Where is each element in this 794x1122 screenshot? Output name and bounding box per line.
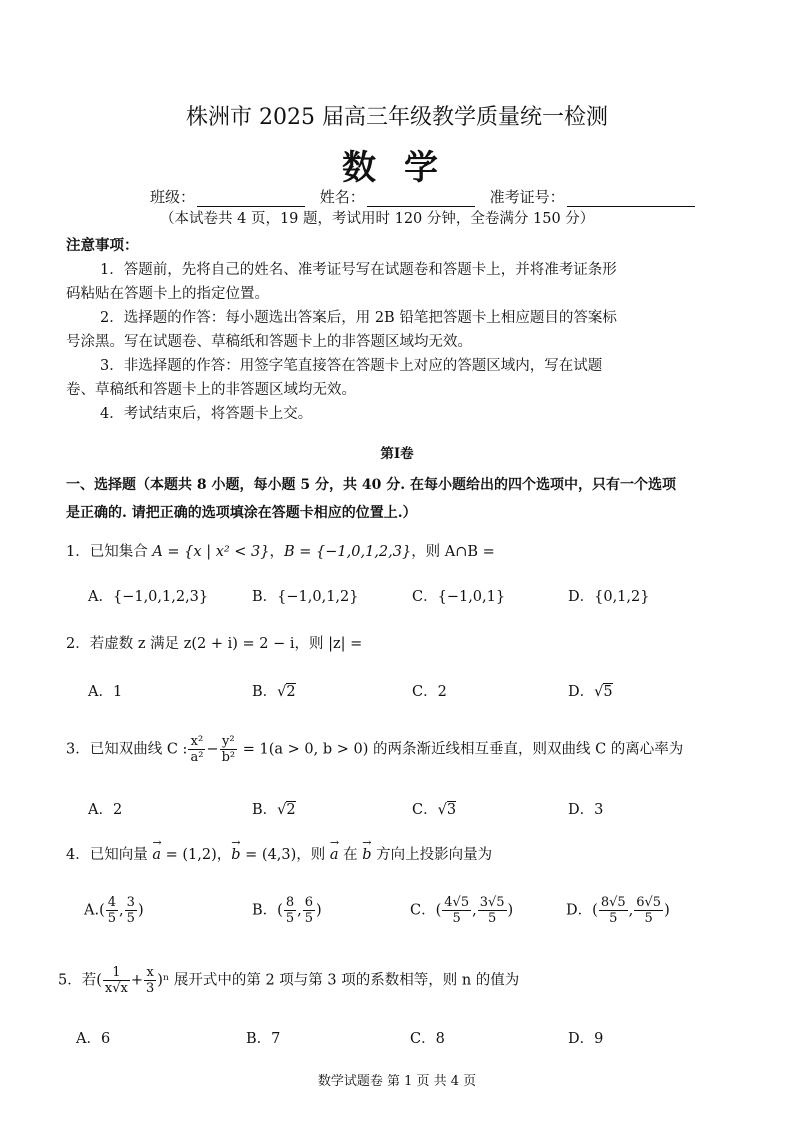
notice-item-2b: 号涂黑。写在试题卷、草稿纸和答题卡上的非答题区域均无效。 [66, 334, 472, 350]
exam-title: 株洲市 2025 届高三年级教学质量统一检测 [186, 105, 608, 130]
section-heading-1: 一、选择题（本题共 8 小题，每小题 5 分，共 40 分. 在每小题给出的四个选项中，只有一个选项 [66, 477, 676, 493]
q5-option-a: A．6 [76, 1031, 111, 1047]
q2-number: 2． [66, 636, 90, 652]
notice-item-3: 3．非选择题的作答：用签字笔直接答在答题卡上对应的答题区域内，写在试题 [100, 358, 603, 374]
name-label: 姓名： [319, 188, 365, 206]
q3-option-c: C．√3 [412, 802, 457, 818]
q3-text: 已知双曲线 C : [89, 741, 188, 758]
q5-option-c: C．8 [410, 1031, 445, 1047]
vector-b: → b [231, 847, 240, 863]
q5-option-d: D．9 [568, 1031, 604, 1047]
q1-set-a: A = {x | x² < 3} [152, 544, 270, 560]
name-blank[interactable] [367, 192, 475, 207]
q1-sep: ， [269, 544, 284, 560]
q5-option-b: B．7 [246, 1031, 281, 1047]
notice-heading: 注意事项： [66, 237, 139, 254]
question-5: 5．若( $\frac{1}{x√x}$ + $\frac{x}{3}$ )ⁿ 展开式中的第 2 项与第 3 项的系数相等，则 n 的值为 [58, 965, 520, 996]
notice-item-3b: 卷、草稿纸和答题卡上的非答题区域均无效。 [66, 382, 356, 398]
q1-text: 已知集合 [89, 544, 153, 560]
notice-item-2: 2．选择题的作答：每小题选出答案后，用 2B 铅笔把答题卡上相应题目的答案标 [100, 310, 617, 326]
q2-text: 若虚数 z 满足 z(2 + i) = 2 − i，则 |z| = [89, 636, 363, 652]
question-3: 3．已知双曲线 C : $\frac{\text{x²}}{\text{a²}}$ − $\frac{\text{y²}}{\text{b²}}$ = 1(a > 0, b > 0) 的两条渐近线相互垂直，则双曲线 C 的离心率为 [66, 734, 684, 765]
page-footer: 数学试题卷 第 1 页 共 4 页 [317, 1074, 477, 1089]
id-blank[interactable] [567, 192, 695, 207]
q2-option-a: A．1 [88, 684, 123, 700]
q1-set-b: B = {−1,0,1,2,3} [284, 544, 412, 560]
q3-number: 3． [66, 741, 90, 758]
q2-option-b: B．√2 [252, 684, 296, 700]
exam-info: （本试卷共 4 页，19 题，考试用时 120 分钟，全卷满分 150 分） [160, 211, 595, 227]
q4-option-d: D．( $\frac{8√5}{5}$ , $\frac{6√5}{5}$ ) [566, 895, 670, 926]
q3-text-b: = 1(a > 0, b > 0) 的两条渐近线相互垂直，则双曲线 C 的离心率为 [238, 741, 684, 758]
q1-number: 1． [66, 544, 90, 560]
q2-option-c: C．2 [412, 684, 447, 700]
question-4: 4．已知向量 → a = (1,2)，→ b = (4,3)，则 → a 在 → b 方向上投影向量为 [66, 843, 492, 864]
q3-frac-y: $\frac{\text{y²}}{\text{b²}}$ [221, 734, 236, 765]
q1-option-a: A．{−1,0,1,2,3} [88, 589, 209, 605]
q1-text-b: ，则 A∩B = [411, 544, 495, 560]
id-label: 准考证号： [489, 188, 565, 206]
q3-option-a: A．2 [88, 802, 123, 818]
class-blank[interactable] [197, 192, 305, 207]
notice-item-4: 4．考试结束后，将答题卡上交。 [100, 406, 313, 422]
section-heading-2: 是正确的. 请把正确的选项填涂在答题卡相应的位置上.） [66, 505, 417, 521]
q3-option-b: B．√2 [252, 802, 296, 818]
question-1 [66, 540, 495, 561]
question-2 [66, 632, 362, 653]
class-label: 班级： [150, 188, 196, 206]
q3-frac-x: $\frac{\text{x²}}{\text{a²}}$ [190, 734, 204, 765]
notice-item-1: 1．答题前，先将自己的姓名、准考证号写在试题卷和答题卡上，并将准考证条形 [100, 262, 617, 278]
candidate-fields [150, 186, 705, 207]
notice-item-1b: 码粘贴在答题卡上的指定位置。 [66, 286, 269, 302]
q4-option-a: A.( $\frac{4}{5}$ , $\frac{3}{5}$ ) [84, 895, 144, 926]
q1-option-d: D．{0,1,2} [568, 589, 650, 605]
q1-option-c: C．{−1,0,1} [412, 589, 506, 605]
q4-option-b: B．( $\frac{8}{5}$ , $\frac{6}{5}$ ) [252, 895, 322, 926]
vector-a: → a [152, 847, 161, 863]
q1-option-b: B．{−1,0,1,2} [252, 589, 359, 605]
subject-title: 数学 [342, 148, 466, 188]
q3-option-d: D．3 [568, 802, 604, 818]
q2-option-d: D．√5 [568, 684, 613, 700]
volume-label: 第Ⅰ卷 [380, 446, 414, 462]
q4-option-c: C．( $\frac{4√5}{5}$ , $\frac{3√5}{5}$ ) [410, 895, 514, 926]
